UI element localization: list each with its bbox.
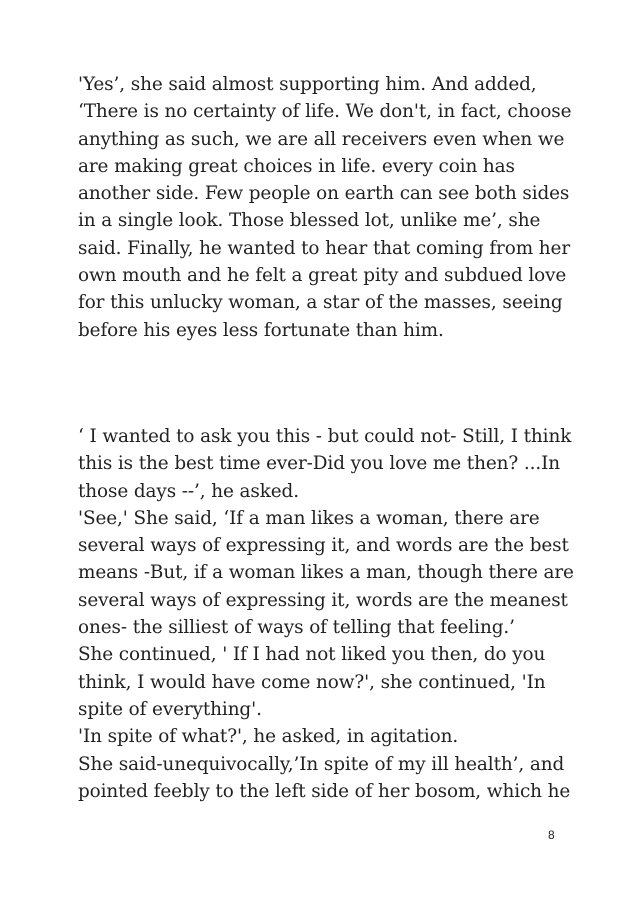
text-line: another side. Few people on earth can see both sides: [78, 183, 570, 205]
text-line: think, I would have come now?', she continued, 'In: [78, 671, 546, 693]
text-line: 'See,' She said, ‘If a man likes a woman, there are: [78, 507, 540, 529]
text-line: ‘ I wanted to ask you this - but could not- Still, I think: [78, 426, 572, 447]
text-line: own mouth and he felt a great pity and subdued love: [78, 265, 567, 287]
text-line: ones- the silliest of ways of telling that feeling.’: [78, 617, 515, 639]
paragraph-2: [78, 423, 578, 805]
page-number: 8: [548, 828, 555, 842]
text-line: for this unlucky woman, a star of the masses, seeing: [78, 292, 563, 314]
text-line: 'Yes’, she said almost supporting him. And added,: [78, 74, 537, 95]
text-line: this is the best time ever-Did you love me then? ...In: [78, 453, 561, 475]
text-line: She continued, ' If I had not liked you then, do you: [78, 644, 546, 666]
text-line: anything as such, we are all receivers even when we: [78, 128, 565, 150]
text-line: 'In spite of what?', he asked, in agitation.: [78, 726, 459, 748]
text-line: said. Finally, he wanted to hear that coming from her: [78, 237, 571, 259]
text-line: several ways of expressing it, words are the meanest: [78, 589, 568, 611]
text-line: means -But, if a woman likes a man, though there are: [78, 562, 574, 584]
text-line: spite of everything'.: [78, 698, 262, 720]
paragraph-1: [78, 71, 578, 344]
text-line: in a single look. Those blessed lot, unlike me’, she: [78, 210, 541, 232]
text-line: before his eyes less fortunate than him.: [78, 319, 444, 341]
text-line: She said-unequivocally,’In spite of my ill health’, and: [78, 753, 565, 775]
text-line: pointed feebly to the left side of her bosom, which he: [78, 780, 571, 802]
text-line: several ways of expressing it, and words are the best: [78, 535, 569, 557]
text-line: those days --’, he asked.: [78, 480, 299, 502]
text-line: ‘There is no certainty of life. We don't, in fact, choose: [78, 101, 572, 123]
text-line: are making great choices in life. every coin has: [78, 155, 515, 177]
